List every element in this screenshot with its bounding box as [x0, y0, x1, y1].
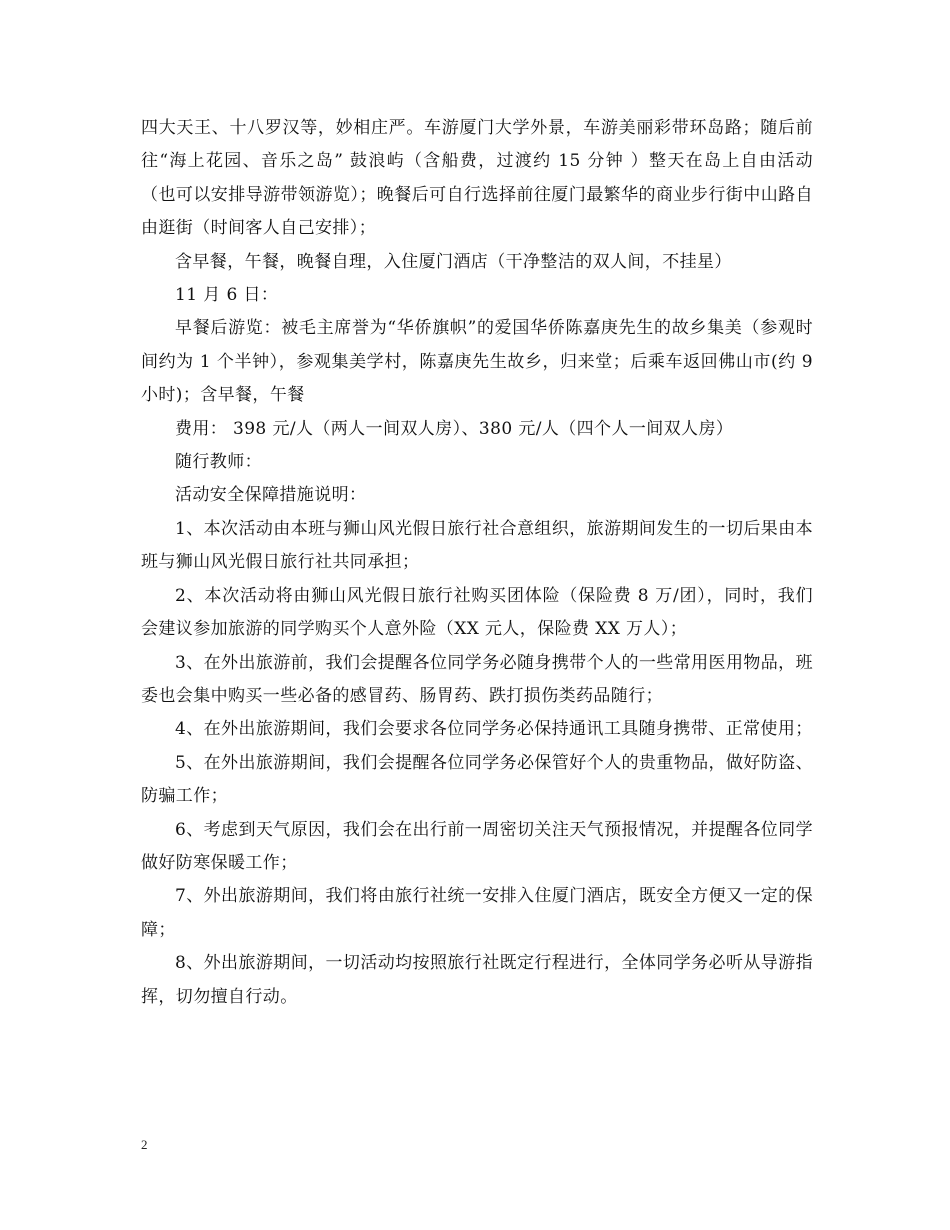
page-number: 2	[141, 1137, 148, 1152]
document-body	[141, 112, 813, 1014]
paragraph-itinerary-day6: 早餐后游览：被毛主席誉为“华侨旗帜”的爱国华侨陈嘉庚先生的故乡集美（参观时间约为 1 个半钟），参观集美学村，陈嘉庚先生故乡，归来堂；后乘车返回佛山市(约 9 小时)；含早餐，午餐	[141, 318, 813, 406]
paragraph-safety-heading: 活动安全保障措施说明：	[175, 485, 367, 506]
paragraph-safety-item-6: 6、考虑到天气原因，我们会在出行前一周密切关注天气预报情况，并提醒各位同学做好防寒保暖工作；	[141, 819, 813, 873]
paragraph-cost: 费用： 398 元/人（两人一间双人房）、380 元/人（四个人一间双人房）	[175, 418, 734, 439]
paragraph-accompanying-teacher: 随行教师：	[175, 452, 262, 473]
paragraph-safety-item-1: 1、本次活动由本班与狮山风光假日旅行社合意组织，旅游期间发生的一切后果由本班与狮山风光假日旅行社共同承担；	[141, 518, 813, 573]
paragraph-itinerary-day5-continued: 四大天王、十八罗汉等，妙相庄严。车游厦门大学外景，车游美丽彩带环岛路；随后前往“海上花园、音乐之岛” 鼓浪屿（含船费，过渡约 15 分钟 ）整天在岛上自由活动（也可以安排导游带领游览）；晚餐后可自行选择前往厦门最繁华的商业步行街中山路自由逛街（时间客人自己安排）；	[141, 118, 813, 239]
paragraph-safety-item-2: 2、本次活动将由狮山风光假日旅行社购买团体险（保险费 8 万/团），同时，我们会建议参加旅游的同学购买个人意外险（XX 元人，保险费 XX 万人）；	[141, 585, 813, 640]
paragraph-date-nov6: 11 月 6 日：	[175, 285, 279, 306]
paragraph-safety-item-5: 5、在外出旅游期间，我们会提醒各位同学务必保管好个人的贵重物品，做好防盗、防骗工作；	[141, 752, 813, 807]
paragraph-safety-item-4: 4、在外出旅游期间，我们会要求各位同学务必保持通讯工具随身携带、正常使用；	[175, 719, 813, 740]
paragraph-safety-item-7: 7、外出旅游期间，我们将由旅行社统一安排入住厦门酒店，既安全方便又一定的保障；	[141, 886, 813, 940]
paragraph-safety-item-3: 3、在外出旅游前，我们会提醒各位同学务必随身携带个人的一些常用医用物品，班委也会集中购买一些必备的感冒药、肠胃药、跌打损伤类药品随行；	[141, 652, 813, 706]
paragraph-safety-item-8: 8、外出旅游期间，一切活动均按照旅行社既定行程进行，全体同学务必听从导游指挥，切勿擅自行动。	[141, 953, 813, 1007]
paragraph-meals-hotel: 含早餐，午餐，晚餐自理，入住厦门酒店（干净整洁的双人间，不挂星）	[175, 251, 732, 272]
